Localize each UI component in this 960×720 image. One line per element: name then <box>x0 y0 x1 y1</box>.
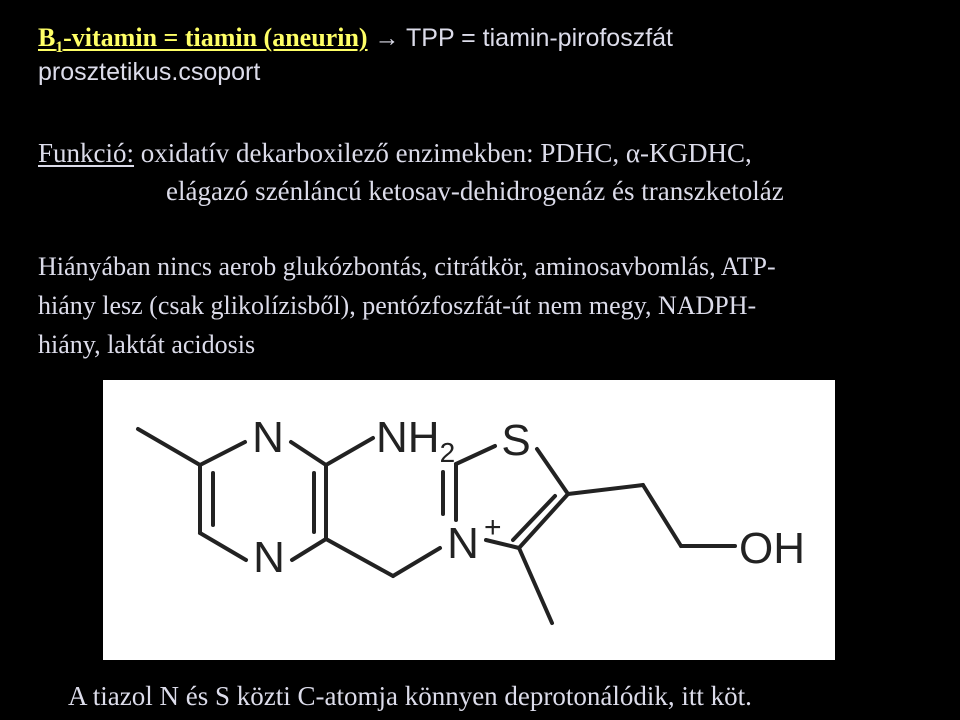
vitamin-name: $B_1$-vitamin = tiamin (aneurin) <box>38 23 368 57</box>
thiamine-structure-drawing <box>103 380 835 660</box>
deficiency-line-1: Hiányában nincs aerob glukózbontás, citrátkör, aminosavbomlás, ATP- <box>38 252 776 281</box>
thiamine-structure <box>103 380 835 660</box>
tpp-definition: → TPP = tiamin-pirofoszfát <box>367 24 674 52</box>
atom-n-plus: N <box>447 519 479 568</box>
atom-oh: OH <box>739 524 805 573</box>
function-label: Funkció: <box>38 138 135 168</box>
subtitle: prosztetikus.csoport <box>38 58 261 86</box>
deficiency-line-2: hiány lesz (csak glikolízisből), pentózfoszfát-út nem megy, NADPH- <box>38 291 757 320</box>
atom-n-top: N <box>252 413 284 462</box>
charge-plus: + <box>484 511 502 544</box>
atom-s: S <box>501 416 531 465</box>
atom-nh2: $NH_2$ <box>376 413 456 468</box>
function-line-2: elágazó szénláncú ketosav-dehidrogenáz és transzketoláz <box>166 176 784 206</box>
atom-n-bottom: N <box>253 533 285 582</box>
caption: A tiazol N és S közti C-atomja könnyen deprotonálódik, itt köt. <box>68 681 752 711</box>
deficiency-line-3: hiány, laktát acidosis <box>38 330 256 359</box>
function-line-1: Funkció: oxidatív dekarboxilező enzimekben: PDHC, α-KGDHC, <box>38 138 752 168</box>
